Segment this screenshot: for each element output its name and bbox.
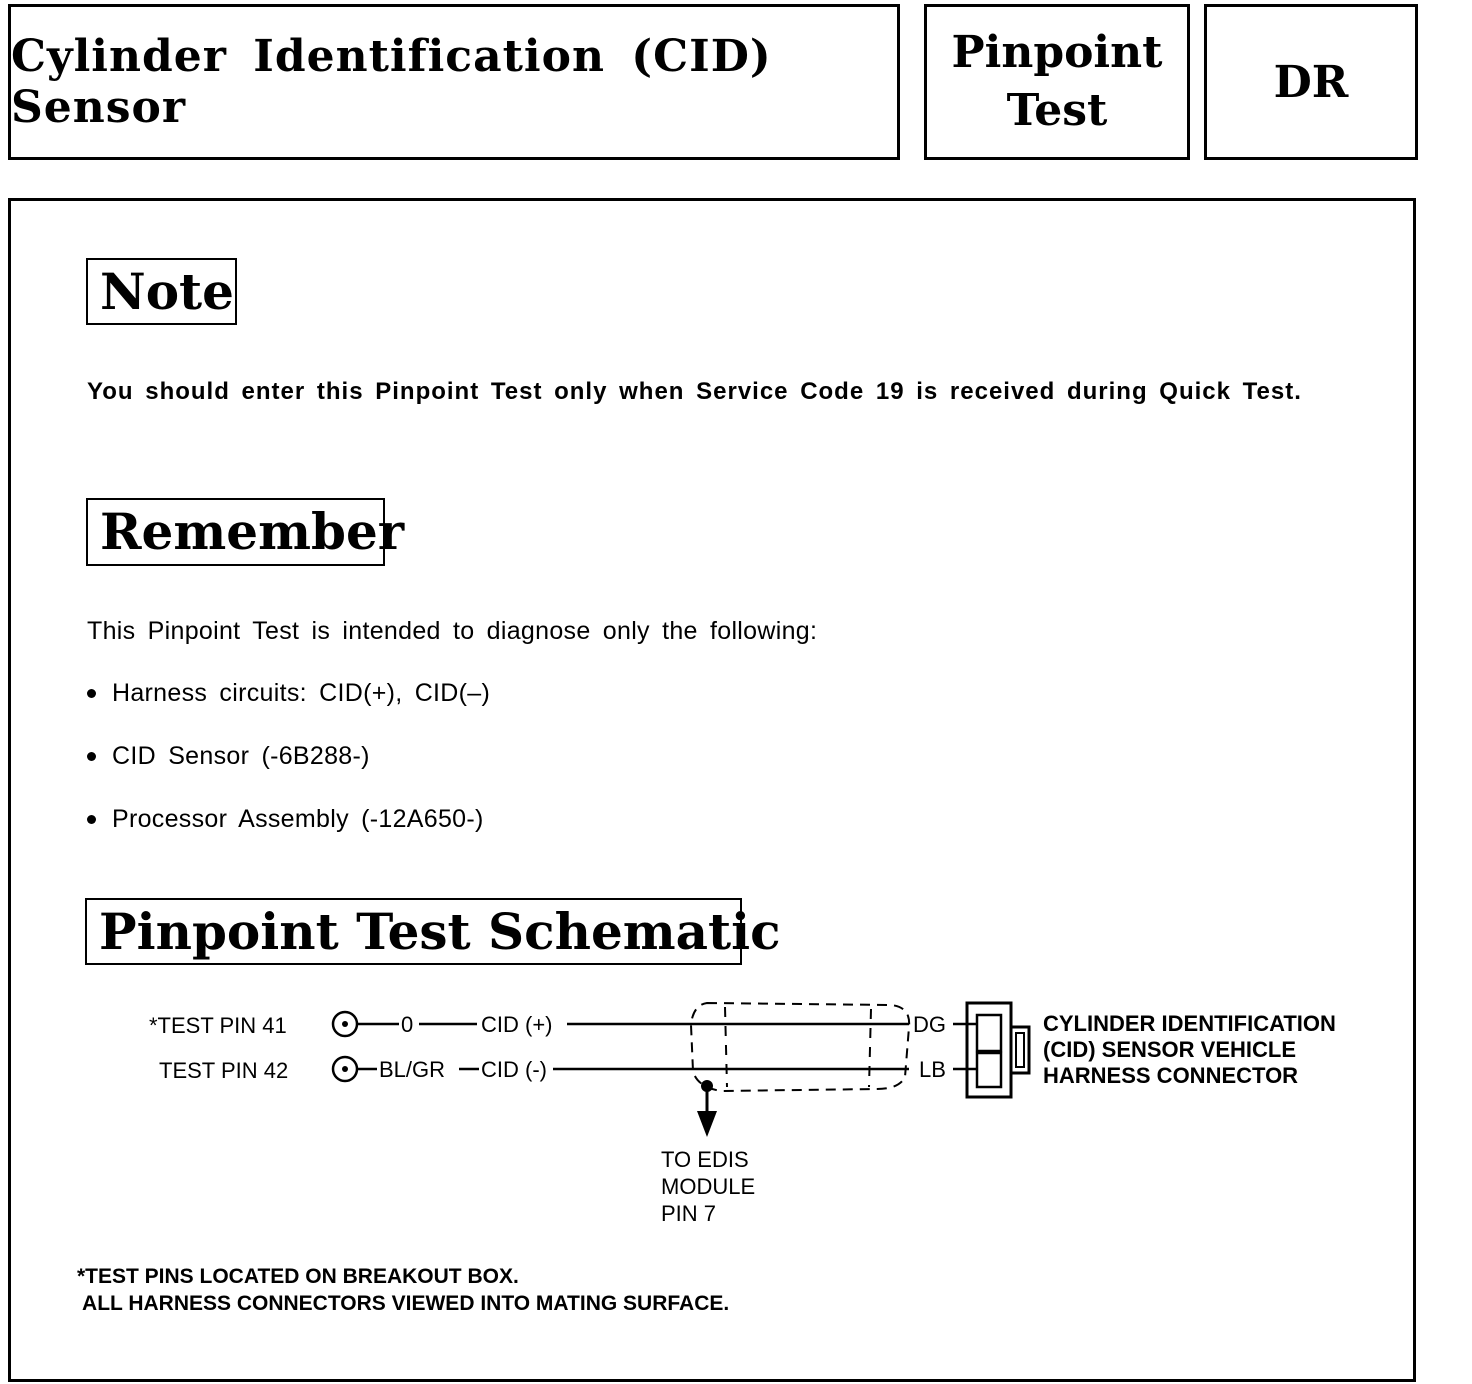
list-item-text: CID Sensor (-6B288-) <box>112 742 370 770</box>
schematic-heading: Pinpoint Test Schematic <box>99 901 781 961</box>
cid-sensor-connector-icon <box>967 1003 1029 1097</box>
list-item-text: Processor Assembly (-12A650-) <box>112 805 484 833</box>
test-code-box <box>1204 4 1418 160</box>
schematic-footnote <box>77 1263 729 1317</box>
note-heading-box <box>86 258 237 325</box>
shield-boundary <box>869 1009 871 1087</box>
test-type-line2: Test <box>1006 85 1108 136</box>
remember-intro: This Pinpoint Test is intended to diagnose only the following: <box>87 617 818 645</box>
note-text: You should enter this Pinpoint Test only when Service Code 19 is received during Quick Test. <box>87 378 1302 405</box>
main-panel <box>8 198 1416 1382</box>
list-item <box>87 742 370 771</box>
test-code: DR <box>1273 56 1349 108</box>
note-heading: Note <box>100 261 234 321</box>
arrow-down-icon <box>697 1111 717 1137</box>
page-title: Cylinder Identification (CID) Sensor <box>11 31 772 133</box>
test-type-box <box>924 4 1190 160</box>
edis-label-line2: MODULE <box>661 1174 756 1199</box>
remember-heading: Remember <box>100 502 405 561</box>
pin-42-wire-color: BL/GR <box>379 1057 446 1082</box>
remember-heading-box <box>86 498 405 566</box>
schematic-heading-box <box>85 898 781 965</box>
test-pin-42-label: TEST PIN 42 <box>159 1058 289 1083</box>
connector-label-line3: HARNESS CONNECTOR <box>1043 1063 1299 1088</box>
pin-41-wire-color: 0 <box>401 1012 414 1037</box>
test-pin-42-terminal-dot <box>342 1066 348 1072</box>
footnote-line1: *TEST PINS LOCATED ON BREAKOUT BOX. <box>77 1265 519 1288</box>
pin-42-connector-color: LB <box>919 1057 946 1082</box>
shield-boundary <box>725 1007 727 1087</box>
pinpoint-schematic-diagram <box>11 991 1413 1251</box>
pin-42-circuit-label: CID (-) <box>481 1057 547 1082</box>
connector-label-line1: CYLINDER IDENTIFICATION <box>1043 1011 1336 1036</box>
list-item <box>87 679 490 708</box>
footnote-line2: ALL HARNESS CONNECTORS VIEWED INTO MATING SURFACE. <box>77 1292 730 1315</box>
bullet-icon <box>87 689 96 698</box>
list-item <box>87 805 484 834</box>
test-type-label <box>952 24 1163 140</box>
page-title-box <box>8 4 900 160</box>
test-pin-41-terminal-dot <box>342 1021 348 1027</box>
shield-enclosure <box>691 1003 909 1091</box>
test-type-line1: Pinpoint <box>951 27 1163 78</box>
pin-41-circuit-label: CID (+) <box>481 1012 553 1037</box>
connector-label-line2: (CID) SENSOR VEHICLE <box>1043 1037 1297 1062</box>
bullet-icon <box>87 752 96 761</box>
edis-label-line3: PIN 7 <box>661 1201 717 1226</box>
test-pin-41-label: *TEST PIN 41 <box>149 1013 287 1038</box>
list-item-text: Harness circuits: CID(+), CID(–) <box>112 679 491 707</box>
edis-label-line1: TO EDIS <box>661 1147 749 1172</box>
pin-41-connector-color: DG <box>913 1012 946 1037</box>
bullet-icon <box>87 815 96 824</box>
